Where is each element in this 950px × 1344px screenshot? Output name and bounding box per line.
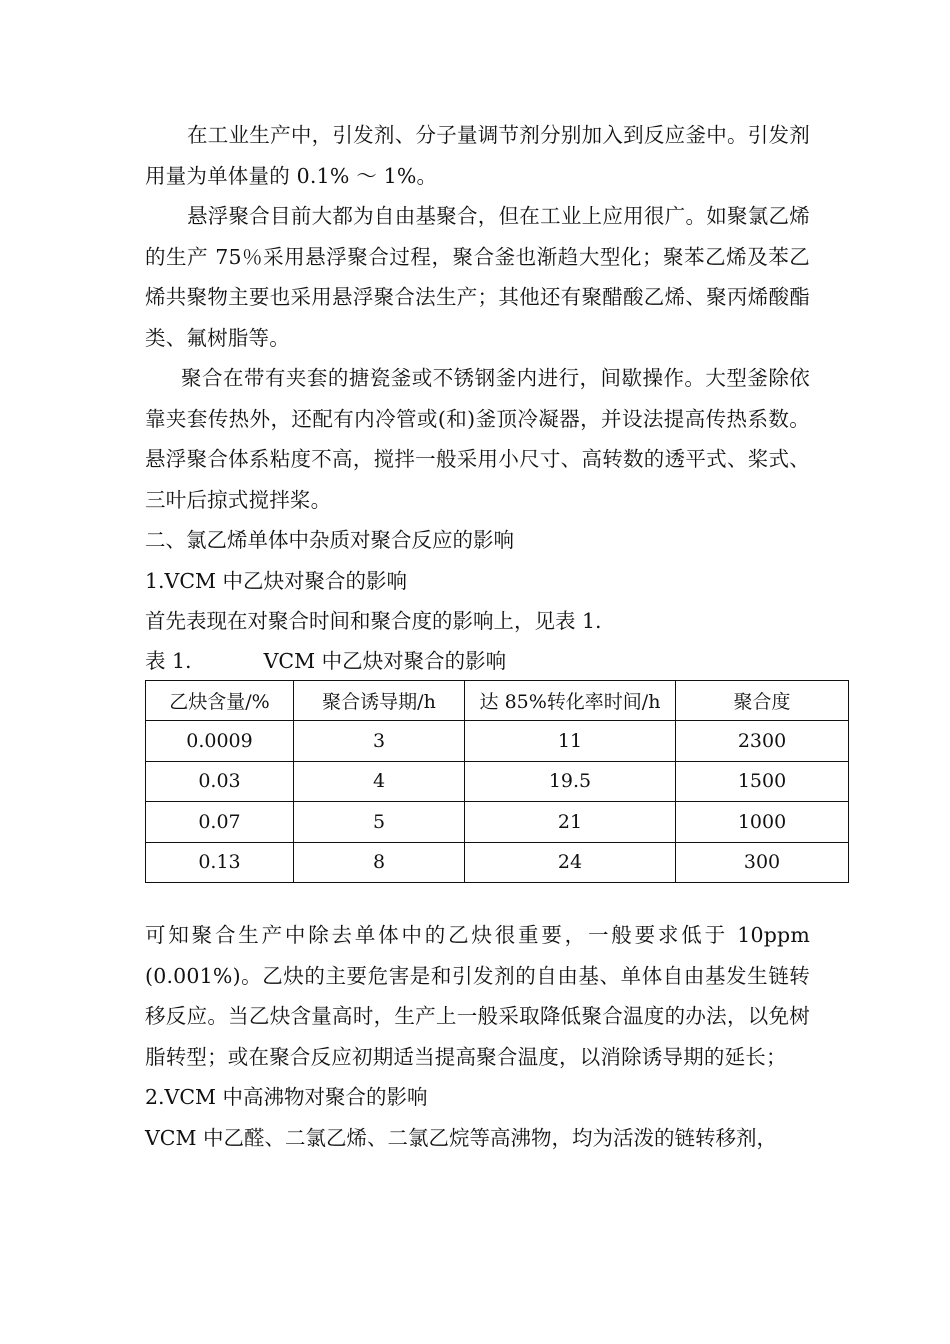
spacer [145,883,810,915]
table-cell: 1000 [676,802,849,843]
paragraph-high-boilers: VCM 中乙醛、二氯乙烯、二氯乙烷等高沸物，均为活泼的链转移剂， [145,1125,777,1150]
table-row [146,842,849,883]
table-cell: 4 [294,761,465,802]
table-cell: 3 [294,721,465,762]
table-header-cell: 乙炔含量/% [146,680,294,721]
paragraph-reactor-operation: 聚合在带有夹套的搪瓷釜或不锈钢釜内进行，间歇操作。大型釜除依靠夹套传热外，还配有内冷管或(和)釜顶冷凝器，并设法提高传热系数。悬浮聚合体系粘度不高，搅拌一般采用小尺寸、高转数的透平式、桨式、三叶后掠式搅拌桨。 [145,366,810,512]
subsection-heading-high-boilers: 2.VCM 中高沸物对聚合的影响 [145,1085,428,1109]
table-header-cell: 达 85%转化率时间/h [465,680,676,721]
table-cell: 0.13 [146,842,294,883]
table-caption [145,642,810,680]
table-header-row [146,680,849,721]
table-row [146,761,849,802]
table-cell: 19.5 [465,761,676,802]
table-header-cell: 聚合度 [676,680,849,721]
table-caption-title: VCM 中乙炔对聚合的影响 [263,648,507,673]
table-cell: 24 [465,842,676,883]
table-row [146,802,849,843]
table-caption-label: 表 1. [145,648,192,673]
table-cell: 2300 [676,721,849,762]
table-cell: 11 [465,721,676,762]
paragraph-acetylene-removal: 可知聚合生产中除去单体中的乙炔很重要，一般要求低于 10ppm (0.001%)。乙炔的主要危害是和引发剂的自由基、单体自由基发生链转移反应。当乙炔含量高时，生产上一般采取降低聚合温度的办法，以免树脂转型；或在聚合反应初期适当提高聚合温度，以消除诱导期的延长； [145,923,810,1069]
table-header-cell: 聚合诱导期/h [294,680,465,721]
table-cell: 300 [676,842,849,883]
subsection-heading-acetylene: 1.VCM 中乙炔对聚合的影响 [145,568,408,593]
table-cell: 0.07 [146,802,294,843]
table-cell: 0.03 [146,761,294,802]
section-heading: 二、氯乙烯单体中杂质对聚合反应的影响 [145,528,514,552]
table-row [146,721,849,762]
paragraph-initiator: 在工业生产中，引发剂、分子量调节剂分别加入到反应釜中。引发剂用量为单体量的 0.1% ～ 1%。 [145,123,810,188]
subsection-intro: 首先表现在对聚合时间和聚合度的影响上，见表 1. [145,609,602,633]
table-cell: 21 [465,802,676,843]
table-cell: 0.0009 [146,721,294,762]
table-cell: 8 [294,842,465,883]
table-cell: 1500 [676,761,849,802]
paragraph-suspension-polymerization: 悬浮聚合目前大都为自由基聚合，但在工业上应用很广。如聚氯乙烯的生产 75％采用悬浮聚合过程，聚合釜也渐趋大型化；聚苯乙烯及苯乙烯共聚物主要也采用悬浮聚合法生产；其他还有聚醋酸乙烯、聚丙烯酸酯类、氟树脂等。 [145,204,810,350]
acetylene-effect-table [145,680,849,884]
table-cell: 5 [294,802,465,843]
document-page [145,115,810,1158]
